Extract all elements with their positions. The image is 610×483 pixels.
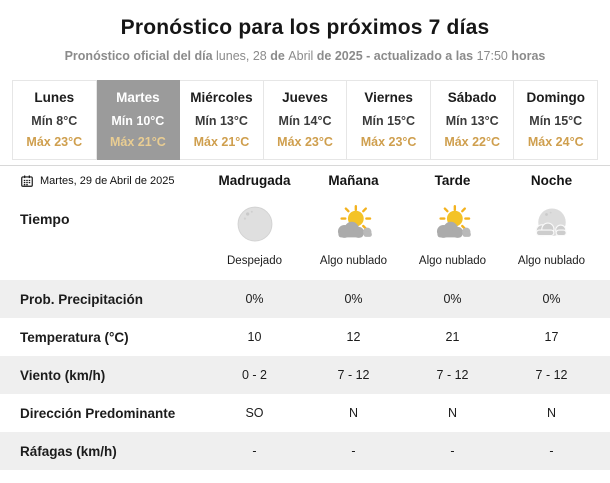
sun-cloud-icon (431, 203, 475, 252)
weather-cell-manana (304, 195, 403, 267)
column-header-madrugada: Madrugada (218, 173, 291, 188)
tab-day-lunes[interactable] (12, 80, 97, 160)
cell-value: 7 - 12 (535, 368, 568, 382)
weather-row-label: Tiempo (20, 211, 70, 227)
table-row-wind-direction (0, 394, 610, 432)
tab-day-martes[interactable] (97, 80, 181, 160)
row-label: Ráfagas (km/h) (20, 443, 117, 459)
cell-value: 0% (344, 292, 363, 306)
tab-min-temp: Mín 15°C (529, 114, 583, 128)
cell-value: N (447, 406, 458, 420)
weather-caption: Algo nublado (517, 255, 586, 267)
subtitle-part: lunes, 28 (216, 49, 271, 63)
subtitle-part: de (270, 49, 289, 63)
moon-cloud-icon (530, 203, 574, 252)
tab-max-temp: Máx 24°C (527, 135, 584, 149)
cell-value: 12 (346, 330, 361, 344)
cell-value: 0% (542, 292, 561, 306)
cell-value: 7 - 12 (337, 368, 370, 382)
row-label: Viento (km/h) (20, 367, 106, 383)
tab-min-temp: Mín 8°C (31, 114, 78, 128)
tab-max-temp: Máx 21°C (110, 135, 166, 149)
tab-day-sabado[interactable] (431, 80, 515, 160)
tab-max-temp: Máx 23°C (26, 135, 83, 149)
cell-value: 21 (445, 330, 460, 344)
tab-min-temp: Mín 13°C (194, 114, 248, 128)
tab-day-label: Miércoles (190, 90, 253, 105)
tab-day-viernes[interactable] (347, 80, 431, 160)
forecast-date-label: Martes, 29 de Abril de 2025 (40, 174, 175, 187)
tab-max-temp: Máx 22°C (444, 135, 501, 149)
cell-value: 0 - 2 (241, 368, 267, 382)
tab-day-label: Martes (116, 90, 160, 105)
cell-value: N (546, 406, 557, 420)
tab-max-temp: Máx 23°C (277, 135, 333, 149)
cell-value: 0% (245, 292, 264, 306)
column-header-noche: Noche (530, 173, 573, 188)
weather-caption: Algo nublado (319, 255, 388, 267)
cell-value: 17 (544, 330, 559, 344)
tab-max-temp: Máx 21°C (193, 135, 250, 149)
tab-day-label: Viernes (364, 90, 413, 105)
row-label: Dirección Predominante (20, 405, 176, 421)
column-header-manana: Mañana (328, 173, 379, 188)
subtitle-part: Abril (288, 49, 317, 63)
table-row-temperature (0, 318, 610, 356)
weather-cell-madrugada (205, 195, 304, 267)
cell-value: N (348, 406, 359, 420)
weather-row (0, 195, 610, 280)
subtitle-part: Pronóstico oficial del día (64, 49, 217, 63)
forecast-subtitle (0, 49, 610, 63)
tab-max-temp: Máx 23°C (360, 135, 417, 149)
cell-value: - (252, 444, 257, 458)
page-title: Pronóstico para los próximos 7 días (120, 16, 490, 39)
cell-value: 7 - 12 (436, 368, 469, 382)
table-row-gusts (0, 432, 610, 470)
cell-value: 10 (247, 330, 262, 344)
cell-value: 0% (443, 292, 462, 306)
day-tabs (12, 80, 598, 160)
weather-cell-noche (502, 195, 601, 267)
forecast-table-header (0, 166, 610, 195)
moon-clear-icon (233, 203, 277, 252)
tab-min-temp: Mín 13°C (445, 114, 499, 128)
weather-cell-tarde (403, 195, 502, 267)
table-row-precipitation (0, 280, 610, 318)
subtitle-part: 17:50 (476, 49, 512, 63)
tab-day-miercoles[interactable] (180, 80, 264, 160)
tab-min-temp: Mín 10°C (111, 114, 165, 128)
weather-caption: Algo nublado (418, 255, 487, 267)
tab-day-label: Domingo (526, 90, 585, 105)
tab-min-temp: Mín 15°C (362, 114, 416, 128)
sun-cloud-icon (332, 203, 376, 252)
subtitle-part: de 2025 - actualizado a las (316, 49, 477, 63)
weather-caption: Despejado (227, 255, 282, 267)
forecast-date (0, 174, 205, 188)
row-label: Prob. Precipitación (20, 291, 144, 307)
tab-day-domingo[interactable] (514, 80, 598, 160)
cell-value: - (351, 444, 356, 458)
subtitle-part: horas (511, 49, 546, 63)
tab-day-jueves[interactable] (264, 80, 348, 160)
tab-day-label: Jueves (282, 90, 328, 105)
forecast-table (0, 165, 610, 470)
row-label: Temperatura (°C) (20, 329, 129, 345)
tab-day-label: Sábado (447, 90, 497, 105)
table-row-wind (0, 356, 610, 394)
cell-value: - (450, 444, 455, 458)
cell-value: SO (245, 406, 264, 420)
tab-min-temp: Mín 14°C (278, 114, 332, 128)
tab-day-label: Lunes (34, 90, 75, 105)
calendar-icon (20, 174, 34, 188)
column-header-tarde: Tarde (434, 173, 471, 188)
cell-value: - (549, 444, 554, 458)
